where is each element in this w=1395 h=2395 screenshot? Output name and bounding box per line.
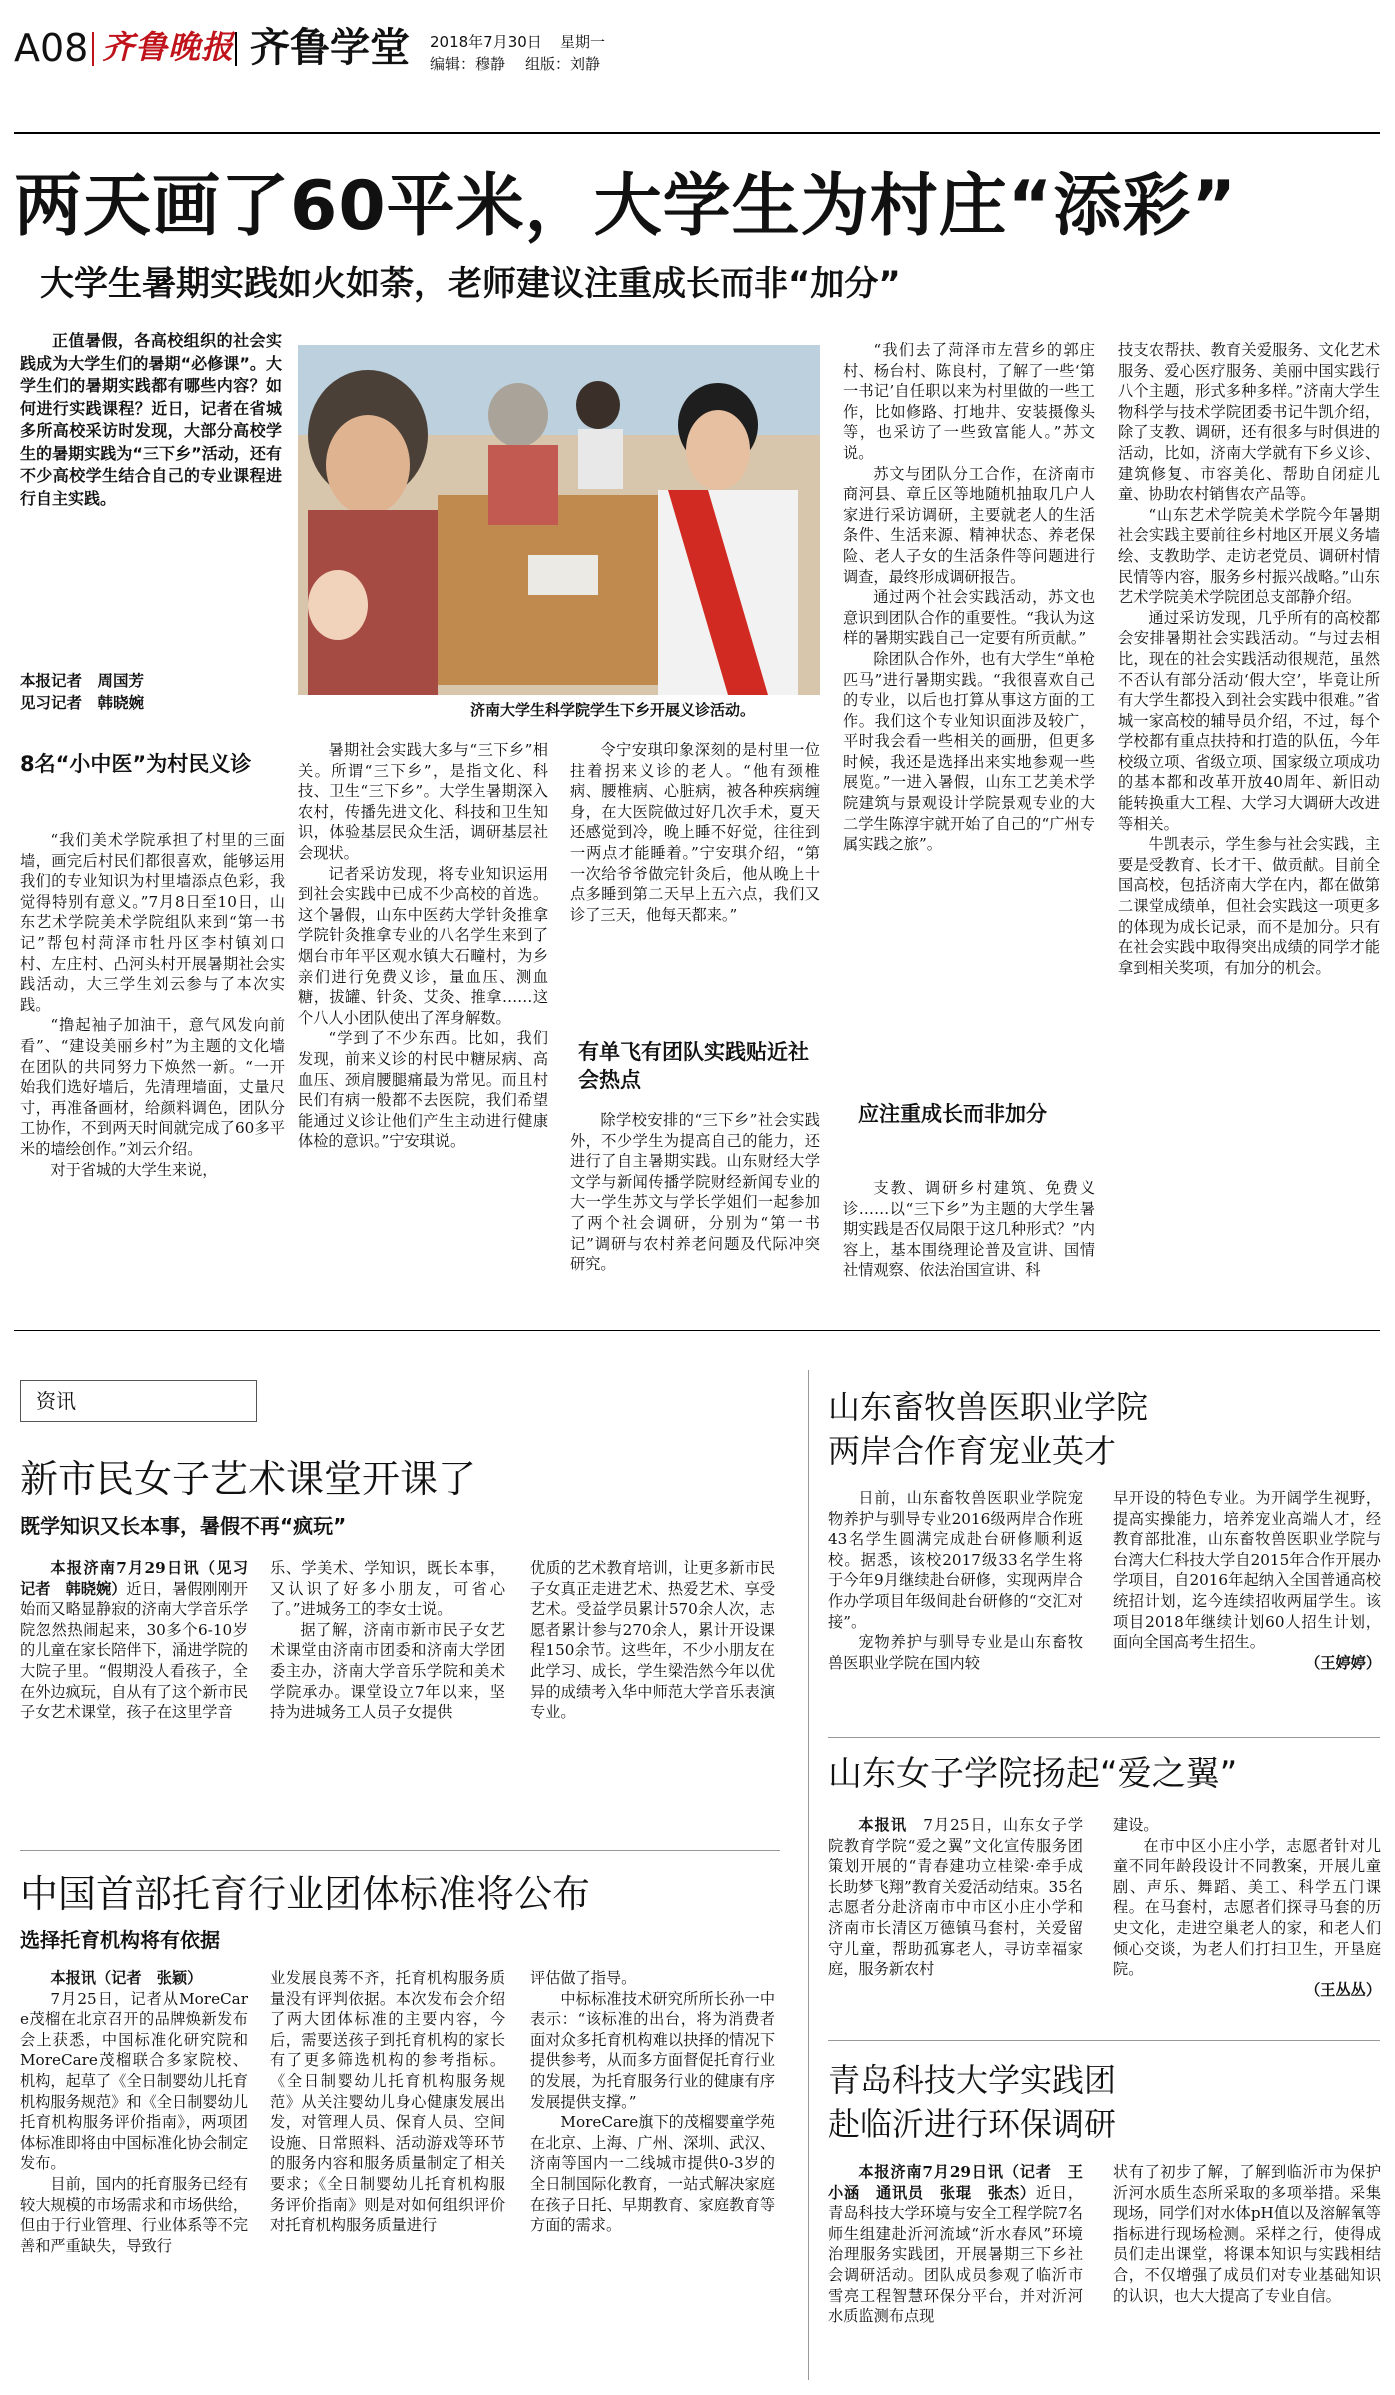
- art3-col-2: 业发展良莠不齐，托育机构服务质量没有评判依据。本次发布会介绍了两大团体标准的主要内容，今后，需要送孩子到托育机构的家长有了更多筛选机构的参考指标。《全日制婴幼儿托育机构服务规范》从关注婴幼儿身心健康发展出发，对管理人员、保育人员、空间设施、日常照料、活动游戏等环节的服务内容和服务质量制定了相关要求；《全日制婴幼儿托育机构服务评价指南》则是对如何组织评价对托育机构服务质量进行: [270, 1969, 505, 2235]
- paper-logo: 齐鲁晚报: [102, 28, 235, 66]
- section-name: 齐鲁学堂: [250, 25, 410, 71]
- art4-title: [828, 1385, 1148, 1473]
- art2-byline: 本报济南7月29日讯（见习记者 韩晓婉）: [20, 1559, 248, 1598]
- art6-title-line-1: 青岛科技大学实践团: [828, 2061, 1117, 2099]
- lead-col-3b: 除学校安排的“三下乡”社会实践外，不少学生为提高自己的能力，还进行了自主暑期实践。山东财经大学文学与新闻传播学院财经新闻专业的大一学生苏文与学长学姐们一起参加了两个社会调研，分别为“第一书记”调研与农村养老问题及代际冲突研究。: [570, 1111, 820, 1274]
- art3-col-3: 评估做了指导。 中标标准技术研究所所长孙一中表示：“该标准的出台，将为消费者面对众多托育机构难以抉择的情况下提供参考，从而多方面督促托育行业的发展，为托育服务行业的健康有序发展提供支撑。” MoreCare旗下的茂榴婴童学苑在北京、上海、广州、深圳、武汉、济南等国内一二线城市提供0-3岁的全日制国际化教育，一站式解决家庭在孩子日托、早期教育、家庭教育等方面的需求。: [530, 1969, 775, 2235]
- news-label: 资讯: [36, 1389, 76, 1413]
- lead-col-5: 技支农帮扶、教育关爱服务、文化艺术服务、爱心医疗服务、美丽中国实践行八个主题，形式多种多样。”济南大学生物科学与技术学院团委书记牛凯介绍，除了支教、调研，还有很多与时俱进的活动，比如，济南大学就有下乡义诊、建筑修复、市容美化、帮助自闭症儿童、协助农村销售农产品等。 “山东艺术学院美术学院今年暑期社会实践主要前往乡村地区开展义务墙绘、支教助学、走访老党员、调研村情民情等内容，服务乡村振兴战略。”山东艺术学院美术学院团总支部静介绍。 通过采访发现，几乎所有的高校都会安排暑期社会实践活动。“与过去相比，现在的社会实践活动很规范，虽然不否认有部分活动‘假大空’，毕竟让所有大学生都投入到社会实践中很难。”省城一家高校的辅导员介绍，不过，每个学校都有重点扶持和打造的队伍，今年校级立项、省级立项、国家级立项成功的基本都和改革开放40周年、新旧动能转换重大工程、大学习大调研大改进等相关。 牛凯表示，学生参与社会实践，主要是受教育、长才干、做贡献。目前全国高校，包括济南大学在内，都在做第二课堂成绩单，但社会实践这一项更多的体现为成长记录，而不是加分。只有在社会实践中取得突出成绩的同学才能拿到相关奖项，有加分的机会。: [1118, 341, 1380, 977]
- art2-col-1: 本报济南7月29日讯（见习记者 韩晓婉）近日，暑假刚刚开始而又略显静寂的济南大学音乐学院忽然热闹起来，30多个6-10岁的儿童在家长陪伴下，涌进学院的大院子里。“假期没人看孩子，全在外边疯玩，自从有了这个新市民子女艺术课堂，孩子在这里学音: [20, 1559, 249, 1722]
- art5-signature: （王丛丛）: [1305, 1980, 1381, 1999]
- art5-col-2: 建设。 在市中区小庄小学，志愿者针对儿童不同年龄段设计不同教案，开展儿童剧、声乐、舞蹈、美工、科学五门课程。在马套村，志愿者们探寻马套的历史文化，走进空巢老人的家，和老人们倾心交谈，为老人们打扫卫生，开垦庭院。 （王丛丛）: [1113, 1816, 1381, 1999]
- art2-bottom-rule: [20, 1850, 780, 1851]
- lead-col-3a: 令宁安琪印象深刻的是村里一位拄着拐来义诊的老人。“他有颈椎病、腰椎病、心脏病，被各种疾病缠身，在大医院做过好几次手术，夏天还感觉到冷，晚上睡不好觉，往往到一两点才能睡着。”宁安琪介绍，“第一次给爷爷做完针灸后，他从晚上十点多睡到第二天早上五六点，我们又诊了三天，他每天都来。”: [570, 741, 820, 924]
- art5-col-1: 本报讯 7月25日，山东女子学院教育学院“爱之翼”文化宣传服务团策划开展的“青春建功立桂梁·牵手成长助梦飞翔”教育关爱活动结束。35名志愿者分赴济南市中市区小庄小学和济南市长清区万德镇马套村，关爱留守儿童，帮助孤寡老人，寻访幸福家庭，服务新农村: [828, 1816, 1084, 1979]
- art2-subtitle: 既学知识又长本事，暑假不再“疯玩”: [20, 1514, 347, 1538]
- lead-bottom-rule: [14, 1330, 1380, 1331]
- art6-col-2: 状有了初步了解，了解到临沂市为保护沂河水质生态所采取的多项举措。采集现场，同学们对水体pH值以及溶解氧等指标进行现场检测。采样之行，使得成员们走出课堂，将课本知识与实践相结合，不仅增强了成员们对专业基础知识的认识，也大大提高了专业自信。: [1113, 2163, 1381, 2305]
- lead-col-1: “我们美术学院承担了村里的三面墙，画完后村民们都很喜欢，能够运用我们的专业知识为村里墙添点色彩，我觉得特别有意义。”7月8日至10日，山东艺术学院美术学院组队来到“第一书记”帮包村菏泽市牡丹区李村镇刘口村、左庄村、凸河头村开展暑期社会实践活动，大三学生刘云参与了本次实践。 “撸起袖子加油干，意气风发向前看”、“建设美丽乡村”为主题的文化墙在团队的共同努力下焕然一新。“一开始我们选好墙后，先清理墙面，丈量尺寸，再准备画材，给颜料调色，团队分工协作，不到两天时间就完成了60多平米的墙绘创作。”刘云介绍。 对于省城的大学生来说，: [20, 831, 285, 1179]
- editor-credit: 编辑：穆静: [430, 55, 506, 73]
- art6-byline: 本报济南7月29日讯（记者 王小涵 通讯员 张琨 张杰）: [828, 2163, 1083, 2202]
- art3-col-1: 本报讯（记者 张颖） 7月25日，记者从MoreCare茂榴在北京召开的品牌焕新发布会上获悉，中国标准化研究院和MoreCare茂榴联合多家院校、机构，起草了《全日制婴幼儿托育机构服务规范》和《全日制婴幼儿托育机构服务评价指南》，两项团体标准即将由中国标准化协会制定发布。 目前，国内的托育服务已经有较大规模的市场需求和市场供给，但由于行业管理、行业体系等不完善和严重缺失，导致行: [20, 1969, 248, 2255]
- lead-subhead-2: 有单飞有团队实践贴近社会热点: [578, 1040, 809, 1092]
- lead-headline: 两天画了60平米，大学生为村庄“添彩”: [14, 167, 1238, 246]
- art2-col-3: 优质的艺术教育培训，让更多新市民子女真正走进艺术、热爱艺术、享受艺术。受益学员累计570余人次，志愿者累计参与270余人，累计开设课程150余节。这些年，不少小朋友在此学习、成长，学生梁浩然今年以优异的成绩考入华中师范大学音乐表演专业。: [530, 1559, 775, 1722]
- page-number: A08: [14, 26, 89, 70]
- lead-byline: [20, 670, 282, 714]
- lower-vertical-rule: [808, 1370, 809, 2380]
- art4-title-line-2: 两岸合作育宠业英才: [828, 1432, 1117, 1470]
- lead-subhead-1: 8名“小中医”为村民义诊: [20, 752, 252, 776]
- art2-col-2: 乐、学美术、学知识，既长本事，又认识了好多小朋友，可省心了。”进城务工的李女士说。 据了解，济南市新市民子女艺术课堂由济南市团委和济南大学团委主办，济南大学音乐学院和美术学院承办。课堂设立7年以来，坚持为进城务工人员子女提供: [270, 1559, 505, 1722]
- masthead-rule: [14, 132, 1380, 134]
- art4-title-line-1: 山东畜牧兽医职业学院: [828, 1388, 1149, 1426]
- art5-byline: 本报讯: [858, 1816, 908, 1834]
- lead-byline-1: 本报记者 周国芳: [20, 671, 145, 690]
- art5-bottom-rule: [828, 2040, 1380, 2041]
- art6-title: [828, 2058, 1116, 2146]
- art3-subtitle: 选择托育机构将有依据: [20, 1928, 220, 1952]
- art4-bottom-rule: [828, 1737, 1380, 1738]
- art4-col-1: 日前，山东畜牧兽医职业学院宠物养护与驯导专业2016级两岸合作班43名学生圆满完成赴台研修顺利返校。据悉，该校2017级33名学生将于今年9月继续赴台研修，实现两岸合作办学项目年级间赴台研修的“交汇对接”。 宠物养护与驯导专业是山东畜牧兽医职业学院在国内较: [828, 1489, 1083, 1672]
- art2-title: 新市民女子艺术课堂开课了: [20, 1457, 477, 1501]
- art4-signature: （王婷婷）: [1305, 1653, 1381, 1672]
- lead-subhead-3: 应注重成长而非加分: [858, 1102, 1047, 1126]
- lead-col-4: “我们去了菏泽市左营乡的郭庄村、杨台村、陈良村，了解了一些‘第一书记’自任职以来为村里做的一些工作，比如修路、打地井、安装摄像头等，也采访了一些致富能人。”苏文说。 苏文与团队分工合作，在济南市商河县、章丘区等地随机抽取几户人家进行采访调研，主要就老人的生活条件、生活来源、精神状态、养老保险、老人子女的生活条件等问题进行调查，最终形成调研报告。 通过两个社会实践活动，苏文也意识到团队合作的重要性。“我认为这样的暑期实践自己一定要有所贡献。” 除团队合作外，也有大学生“单枪匹马”进行暑期实践。“我很喜欢自己的专业，以后也打算从事这方面的工作。我们这个专业知识面涉及较广，平时我会看一些相关的画册，但更多时候，我还是选择出来实地参观一些展览。”一进入暑假，山东工艺美术学院建筑与景观设计学院景观专业的大二学生陈淳宇就开始了自己的“广州专属实践之旅”。: [843, 341, 1095, 854]
- art4-col-2: 早开设的特色专业。为开阔学生视野，提高实操能力，培养宠业高端人才，经教育部批准，山东畜牧兽医职业学院与台湾大仁科技大学自2015年合作开展办学项目，自2016年起纳入全国普通高校统招计划，迄今连续招收两届学生。该项目2018年继续计划60人招生计划，面向全国高考生招生。 （王婷婷）: [1113, 1489, 1381, 1672]
- issue-date: 2018年7月30日: [430, 33, 542, 51]
- lead-byline-2: 见习记者 韩晓婉: [20, 693, 145, 712]
- issue-weekday: 星期一: [560, 33, 606, 51]
- layout-credit: 组版：刘静: [525, 55, 601, 73]
- art3-title: 中国首部托育行业团体标准将公布: [20, 1872, 591, 1916]
- lead-photo: [298, 345, 820, 695]
- lead-col-4b: 支教、调研乡村建筑、免费义诊……以“三下乡”为主题的大学生暑期实践是否仅局限于这几种形式？”内容上，基本围绕理论普及宣讲、国情社情观察、依法治国宣讲、科: [843, 1179, 1095, 1280]
- art3-byline: 本报讯（记者 张颖）: [50, 1969, 203, 1987]
- lead-intro: 正值暑假，各高校组织的社会实践成为大学生们的暑期“必修课”。大学生们的暑期实践都有哪些内容？如何进行实践课程？近日，记者在省城多所高校采访时发现，大部分高校学生的暑期实践为“三下乡”活动，还有不少高校学生结合自己的专业课程进行自主实践。: [20, 331, 282, 508]
- art6-title-line-2: 赴临沂进行环保调研: [828, 2105, 1117, 2143]
- lead-col-2: 暑期社会实践大多与“三下乡”相关。所谓“三下乡”，是指文化、科技、卫生“三下乡”。大学生暑期深入农村，传播先进文化、科技和卫生知识，体验基层民众生活，调研基层社会现状。 记者采访发现，将专业知识运用到社会实践中已成不少高校的首选。这个暑假，山东中医药大学针灸推拿学院针灸推拿专业的八名学生来到了烟台市年平区观水镇大石疃村，为乡亲们进行免费义诊，量血压、测血糖，拔罐、针灸、艾灸、推拿……这个八人小团队使出了浑身解数。 “学到了不少东西。比如，我们发现，前来义诊的村民中糖尿病、高血压、颈肩腰腿痛最为常见。而且村民们有病一般都不去医院，我们希望能通过义诊让他们产生主动进行健康体检的意识。”宁安琪说。: [298, 741, 548, 1151]
- lead-subheadline: 大学生暑期实践如火如荼，老师建议注重成长而非“加分”: [40, 264, 901, 304]
- art6-col-1: 本报济南7月29日讯（记者 王小涵 通讯员 张琨 张杰）近日，青岛科技大学环境与安全工程学院7名师生组建赴沂河流域“沂水春风”环境治理服务实践团，开展暑期三下乡社会调研活动。团队成员参观了临沂市雪亮工程智慧环保分平台，并对沂河水质监测布点现: [828, 2163, 1084, 2326]
- photo-caption: 济南大学生科学院学生下乡开展义诊活动。: [470, 701, 756, 719]
- masthead-divider-2: [235, 32, 237, 66]
- art5-title: 山东女子学院扬起“爱之翼”: [828, 1754, 1238, 1794]
- photo-illustration: [298, 345, 820, 695]
- masthead-divider: [92, 32, 94, 66]
